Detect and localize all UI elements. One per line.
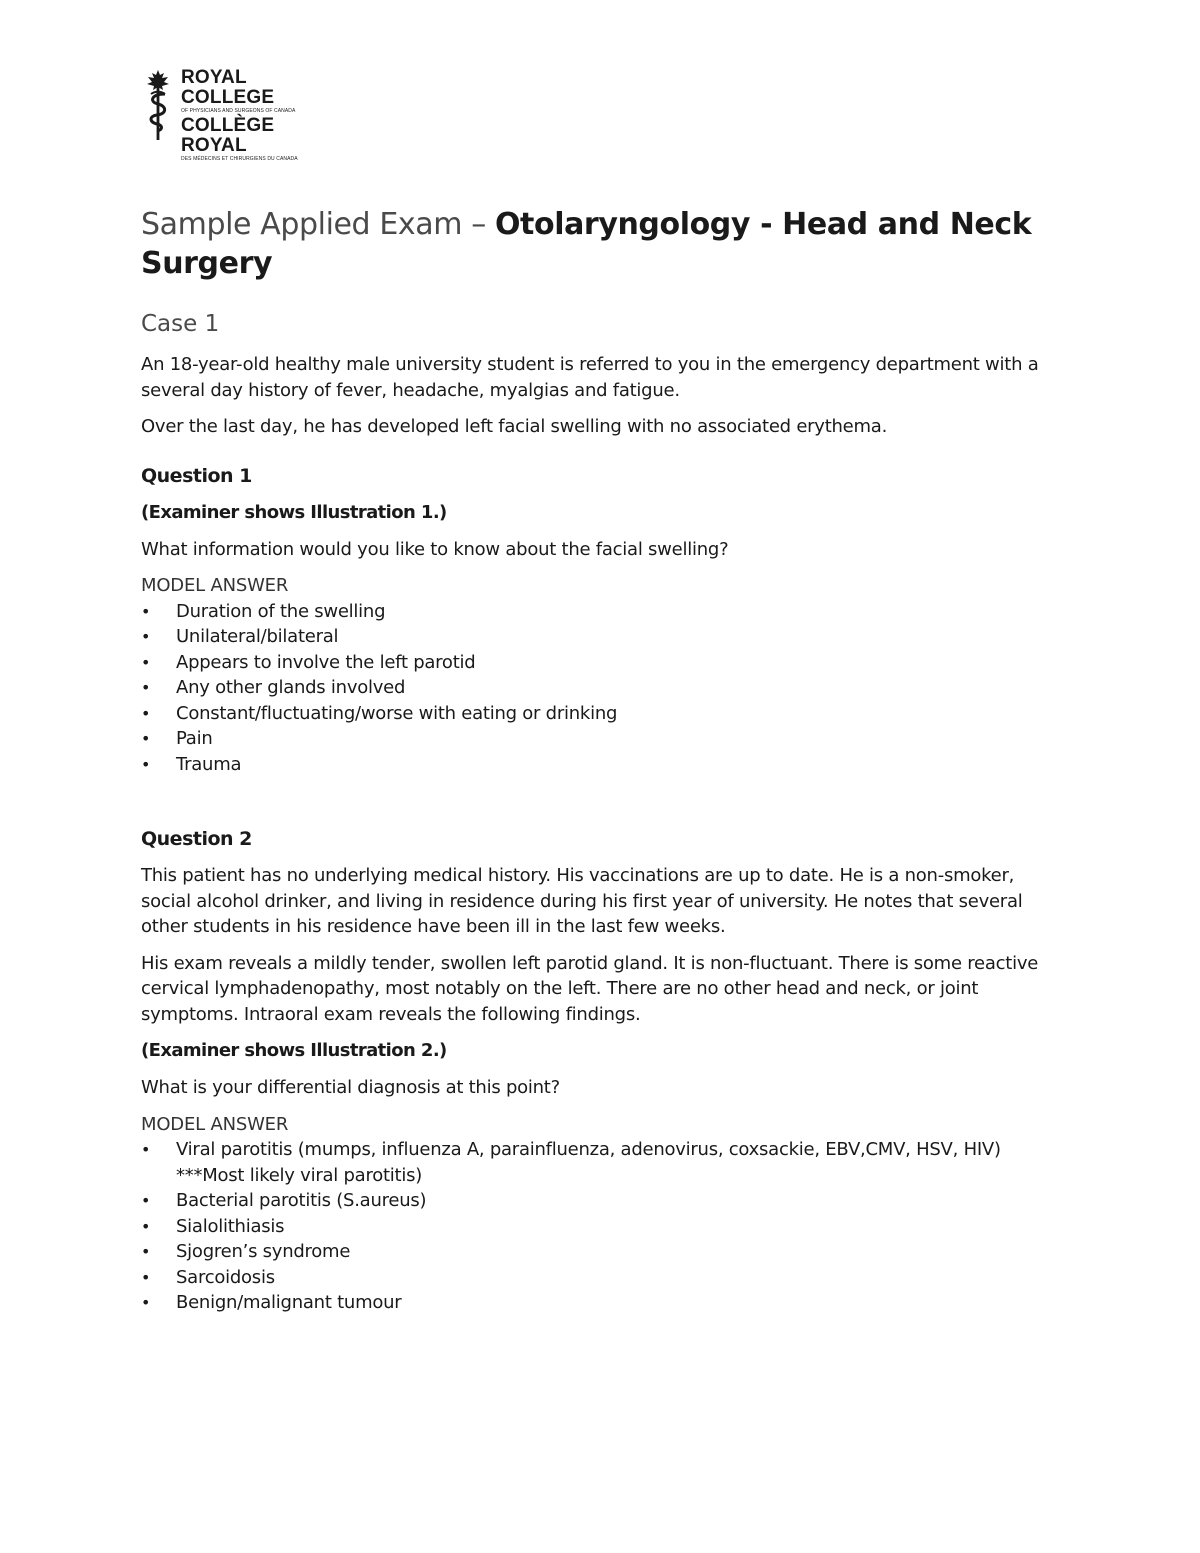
list-item: • Constant/fluctuating/worse with eating or drinking [141, 701, 1066, 727]
case-intro-paragraph: An 18-year-old healthy male university student is referred to you in the emergency department with a several day history of fever, headache, myalgias and fatigue. [141, 354, 1039, 401]
logo-wordmark [181, 68, 343, 163]
list-item: • Unilateral/bilateral [141, 624, 1066, 650]
logo-subline-english: OF PHYSICIANS AND SURGEONS OF CANADA [181, 108, 296, 114]
list-item: • Sialolithiasis [141, 1214, 1066, 1240]
examiner-note: (Examiner shows Illustration 1.) [141, 501, 447, 523]
examiner-note: (Examiner shows Illustration 2.) [141, 1040, 447, 1061]
title-subject: Otolaryngology - Head and Neck Surgery [141, 207, 1032, 281]
list-item: • Pain [141, 726, 1066, 752]
list-item: • Trauma [141, 752, 1066, 778]
list-item: • Benign/malignant tumour [141, 1290, 1066, 1316]
question-2-heading: Question 2 [141, 828, 252, 850]
question-1-answer-list [141, 599, 1066, 778]
royal-college-logo [143, 67, 343, 162]
question-1-text: What information would you like to know about the facial swelling? [141, 538, 729, 560]
caduceus-maple-icon [143, 68, 173, 142]
logo-line-english: ROYAL COLLEGE [181, 67, 275, 108]
case-heading: Case 1 [141, 311, 220, 337]
model-answer-label: MODEL ANSWER [141, 1113, 289, 1135]
document-body [141, 205, 1066, 1316]
list-item: • Bacterial parotitis (S.aureus) [141, 1188, 1066, 1214]
list-item: • Viral parotitis (mumps, influenza A, parainfluenza, adenovirus, coxsackie, EBV,CMV, HSV, HIV) ***Most likely viral parotitis) [141, 1137, 1066, 1188]
list-item: • Appears to involve the left parotid [141, 650, 1066, 676]
list-item: • Sarcoidosis [141, 1265, 1066, 1291]
question-2-answer-list [141, 1137, 1066, 1316]
model-answer-label: MODEL ANSWER [141, 575, 289, 596]
page-title [141, 205, 1066, 283]
question-2-history-paragraph: This patient has no underlying medical history. His vaccinations are up to date. He is a non-smoker, social alcohol drinker, and living in residence during his first year of university. He notes that several other students in his residence have been ill in the last few weeks. [141, 865, 1023, 937]
list-item: • Sjogren’s syndrome [141, 1239, 1066, 1265]
logo-subline-french: DES MÉDECINS ET CHIRURGIENS DU CANADA [181, 156, 298, 162]
question-2-exam-paragraph: His exam reveals a mildly tender, swollen left parotid gland. It is non-fluctuant. There is some reactive cervical lymphadenopathy, most notably on the left. There are no other head and neck, or joint symptoms. Intraoral exam reveals the following findings. [141, 952, 1039, 1025]
case-intro-paragraph: Over the last day, he has developed left facial swelling with no associated erythema. [141, 416, 888, 437]
question-1-heading: Question 1 [141, 464, 252, 487]
logo-line-french: COLLÈGE ROYAL [181, 115, 275, 156]
list-item: • Any other glands involved [141, 675, 1066, 701]
list-item: • Duration of the swelling [141, 599, 1066, 625]
question-2-text: What is your differential diagnosis at this point? [141, 1077, 560, 1098]
title-prefix: Sample Applied Exam – [141, 207, 495, 242]
